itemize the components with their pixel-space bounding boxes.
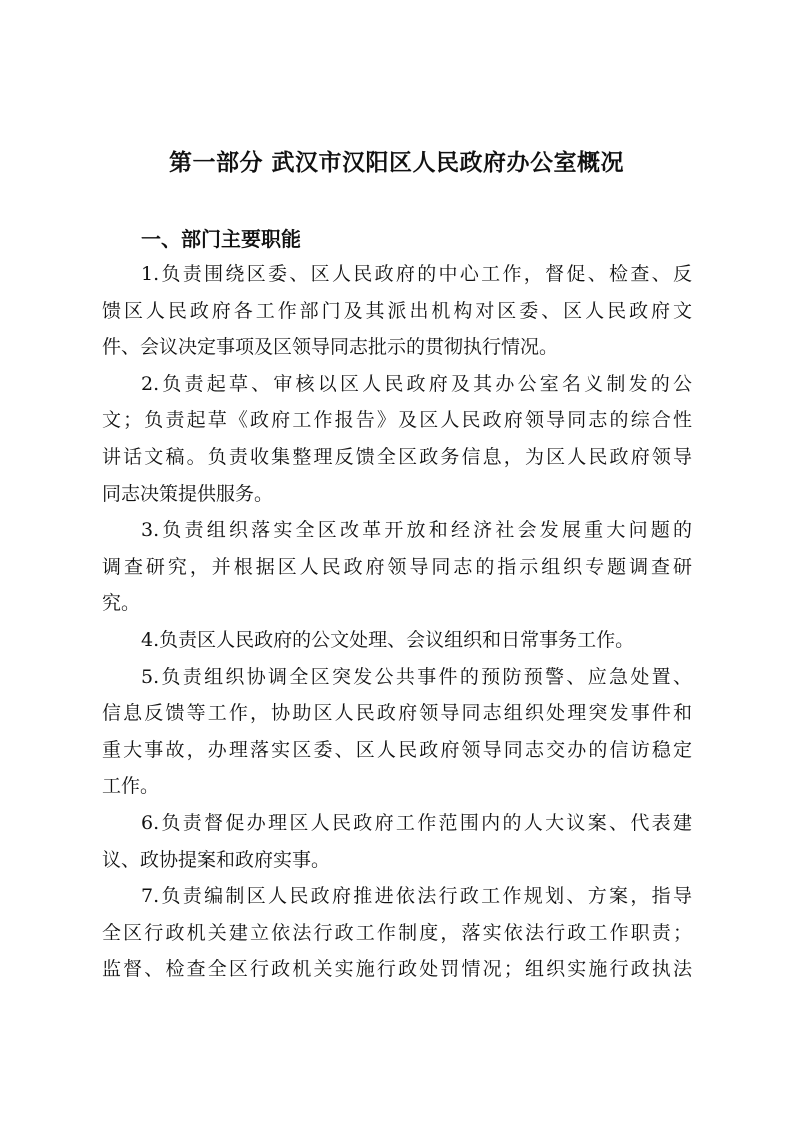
paragraph-line: 全区行政机关建立依法行政工作制度，落实依法行政工作职责； (102, 921, 692, 944)
paragraph (0, 805, 793, 878)
paragraph-line: 重大事故，办理落实区委、区人民政府领导同志交办的信访稳定 (102, 738, 692, 761)
paragraph-line: 2.负责起草、审核以区人民政府及其办公室名义制发的公 (141, 372, 692, 395)
paragraph-line: 讲话文稿。负责收集整理反馈全区政务信息，为区人民政府领导 (102, 445, 692, 468)
paragraph-line: 调查研究，并根据区人民政府领导同志的指示组织专题调查研 (102, 555, 692, 578)
paragraph-line: 工作。 (102, 775, 160, 798)
paragraph (0, 512, 793, 622)
paragraph-line: 4.负责区人民政府的公文处理、会议组织和日常事务工作。 (141, 628, 635, 651)
paragraph-line: 件、会议决定事项及区领导同志批示的贯彻执行情况。 (102, 336, 559, 359)
document-body (0, 256, 793, 988)
paragraph (0, 659, 793, 805)
paragraph-line: 监督、检查全区行政机关实施行政处罚情况；组织实施行政执法 (102, 958, 692, 981)
paragraph-line: 同志决策提供服务。 (102, 482, 274, 505)
paragraph-line: 7.负责编制区人民政府推进依法行政工作规划、方案，指导 (141, 885, 692, 908)
paragraph-line: 1.负责围绕区委、区人民政府的中心工作，督促、检查、反 (141, 263, 692, 285)
paragraph-line: 信息反馈等工作，协助区人民政府领导同志组织处理突发事件和 (102, 702, 692, 725)
paragraph-line: 3.负责组织落实全区改革开放和经济社会发展重大问题的 (141, 519, 692, 542)
paragraph-line: 究。 (102, 592, 141, 615)
paragraph-line: 议、政协提案和政府实事。 (102, 848, 331, 871)
paragraph (0, 622, 793, 659)
paragraph-line: 馈区人民政府各工作部门及其派出机构对区委、区人民政府文 (102, 299, 692, 322)
paragraph (0, 256, 793, 366)
paragraph-line: 文；负责起草《政府工作报告》及区人民政府领导同志的综合性 (102, 409, 692, 432)
document-title: 第一部分 武汉市汉阳区人民政府办公室概况 (168, 150, 624, 176)
paragraph-line: 6.负责督促办理区人民政府工作范围内的人大议案、代表建 (141, 811, 692, 834)
section-heading: 一、部门主要职能 (141, 227, 301, 251)
paragraph-line: 5.负责组织协调全区突发公共事件的预防预警、应急处置、 (141, 665, 692, 688)
paragraph (0, 878, 793, 988)
paragraph (0, 366, 793, 512)
